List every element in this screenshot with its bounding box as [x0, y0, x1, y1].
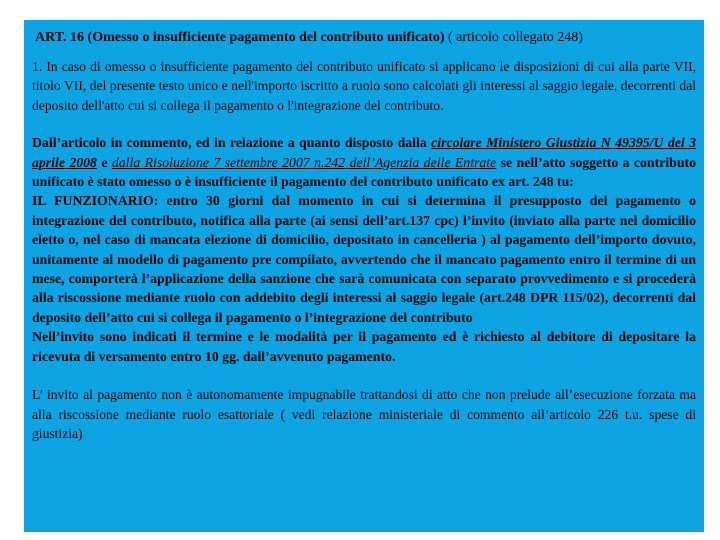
article-heading — [32, 28, 696, 47]
commentary-block — [32, 133, 696, 366]
commentary-intro: Dall’articolo in commento, ed in relazione a quanto disposto dalla — [32, 135, 432, 151]
paragraph-invito-non-impugnabile: L’ invito al pagamento non è autonomamente impugnabile trattandosi di atto che non prelude all’esecuzione forzata ma alla riscossione mediante ruolo esattoriale ( vedi relazione ministeriale di commento all’articolo 226 t.u. spese di giustizia) — [32, 387, 696, 441]
commentary-connector: e — [96, 154, 112, 170]
content-panel — [24, 20, 704, 532]
funzionario-text: IL FUNZIONARIO: entro 30 giorni dal momento in cui si determina il presupposto del pagamento o integrazione del contributo, notifica alla parte (ai sensi dell’art.137 cpc) l’invito (inviato alla parte nel domicilio eletto o, nel caso di mancata elezione di domicilio, depositato in cancelleria ) al pagamento dell’importo dovuto, unitamente al modello di pagamento pre compilato, avvertendo che il mancato pagamento entro il termine di un mese, comporterà l’applicazione della sanzione che sarà comunicata con separato provvedimento e si procederà alla riscossione mediante ruolo con addebito degli interessi al saggio legale (art.248 DPR 115/02), decorrenti dal deposito dell’atto cui si collega il pagamento o l’integrazione del contributo — [32, 193, 696, 325]
circolare-link[interactable]: circolare Ministero Giustizia N 49395/U del 3 aprile 2008 — [32, 135, 696, 170]
risoluzione-link[interactable]: dalla Risoluzione 7 settembre 2007 n.242 dell’Agenzia delle Entrate — [111, 154, 497, 170]
commentary-after-links: se nell’atto soggetto a contributo unificato è stato omesso o è insufficiente il pagamento del contributo unificato ex art. 248 tu: — [32, 154, 696, 190]
invito-text: Nell’invito sono indicati il termine e le modalità per il pagamento ed è richiesto al debitore di depositare la ricevuta di versamento entro 10 gg. dall’avvenuto pagamento. — [32, 329, 696, 364]
article-note: ( articolo collegato 248) — [444, 30, 583, 45]
paragraph-comma-1: 1. In caso di omesso o insufficiente pagamento del contributo unificato si applicano le disposizioni di cui alla parte VII, titolo VII, del presente testo unico e nell'importo iscritto a ruolo sono calcolati gli interessi al saggio legale, decorrenti dal deposito dell'atto cui si collega il pagamento o l'integrazione del contributo. — [32, 59, 696, 113]
article-title: ART. 16 (Omesso o insufficiente pagamento del contributo unificato) — [35, 30, 445, 45]
